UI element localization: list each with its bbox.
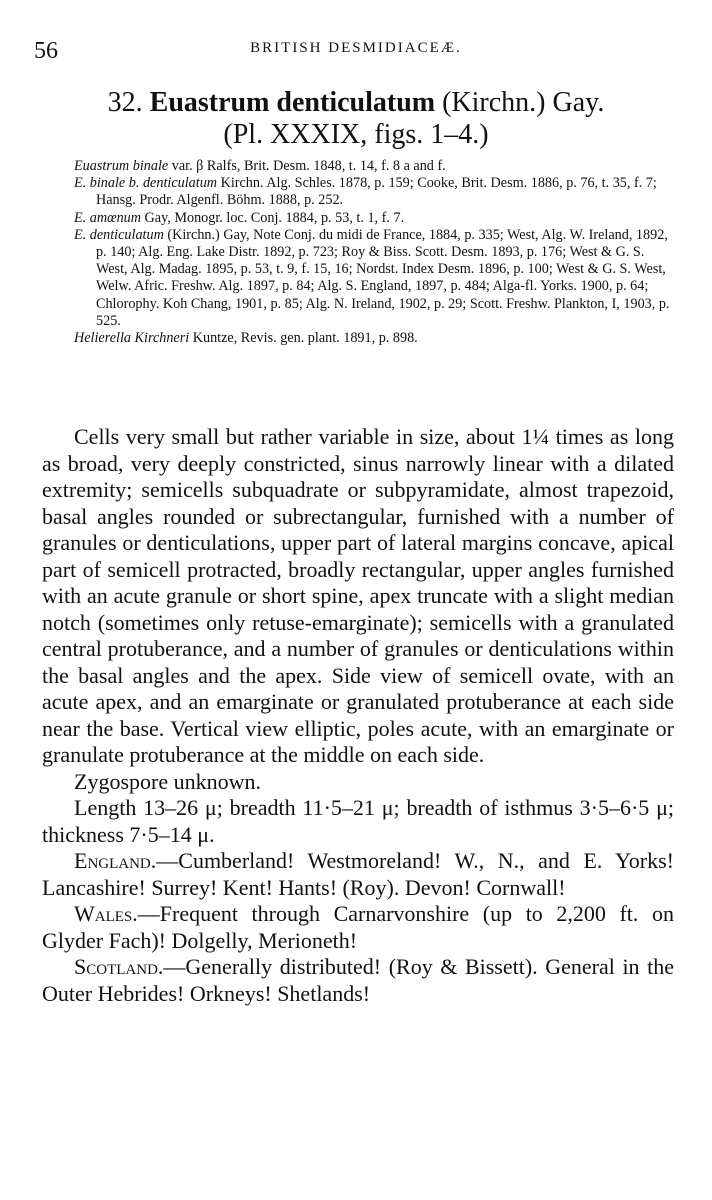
dimensions-paragraph: Length 13–26 μ; breadth 11·5–21 μ; breadth of isthmus 3·5–6·5 μ; thickness 7·5–14 μ. — [42, 795, 674, 847]
region-label: England. — [74, 848, 157, 873]
plate-reference: (Pl. XXXIX, figs. 1–4.) — [223, 119, 489, 150]
synonym-citation: Kuntze, Revis. gen. plant. 1891, p. 898. — [189, 330, 418, 347]
synonym-citation: (Kirchn.) Gay, Note Conj. du midi de France, 1884, p. 335; West, Alg. W. Ireland, 1892, p. 140; Alg. Eng. Lake Distr. 1892, p. 723; Roy & Biss. Scott. Desm. 1893, p. 176; West & G. S. West, Alg. Madag. 1895, p. 53, t. 9, f. 15, 16; Nordst. Index Desm. 1896, p. 100; West & G. S. West, Welw. Afric. Freshw. Alg. 1897, p. 84; Alg. S. England, 1897, p. 484; Alga-fl. Yorks. 1900, p. 64; Chlorophy. Koh Chang, 1901, p. 85; Alg. N. Ireland, 1902, p. 29; Scott. Freshw. Plankton, I, 1903, p. 525. — [96, 226, 670, 329]
entry-number: 32. — [107, 87, 143, 118]
region-localities: —Cumberland! Westmoreland! W., N., and E. Yorks! Lancashire! Surrey! Kent! Hants! (Roy). Devon! Cornwall! — [42, 848, 674, 900]
region-localities: —Generally distributed! (Roy & Bissett). General in the Outer Hebrides! Orkneys! Shetlands! — [42, 954, 674, 1006]
description-paragraph: Cells very small but rather variable in size, about 1¼ times as long as broad, very deeply constricted, sinus narrowly linear with a dilated extremity; semicells subquadrate or subpyramidate, almost trapezoid, basal angles rounded or subrectangular, furnished with a number of granules or denticulations, upper part of lateral margins concave, apical part of semicell protracted, broadly rectangular, upper angles furnished with an acute granule or short spine, apex truncate with a slight median notch (sometimes only retuse-emarginate); semicells with a granulated central protuberance, and a number of granules or denticulations within the basal angles and the apex. Side view of semicell ovate, with an acute apex, and an emarginate or granulated protuberance at each side near the base. Vertical view elliptic, poles acute, with an emarginate or granulate protuberance at the middle on each side. — [42, 424, 674, 767]
synonym-citation: Gay, Monogr. loc. Conj. 1884, p. 53, t. 1, f. 7. — [141, 209, 405, 226]
species-body — [42, 424, 674, 1007]
distribution-england — [42, 848, 674, 901]
synonym-citation: Kirchn. Alg. Schles. 1878, p. 159; Cooke, Brit. Desm. 1886, p. 76, t. 35, f. 7; Hansg. Prodr. Algenfl. Böhm. 1888, p. 252. — [96, 175, 657, 209]
synonym-entry — [74, 210, 674, 227]
page-number: 56 — [34, 38, 58, 64]
region-label: Wales. — [74, 901, 138, 926]
synonym-entry — [74, 227, 674, 330]
synonym-entry — [74, 175, 674, 209]
species-authority: (Kirchn.) Gay. — [442, 87, 605, 118]
synonym-name: E. binale b. denticulatum — [74, 175, 218, 192]
zygospore-note: Zygospore unknown. — [74, 768, 261, 794]
distribution-scotland — [42, 954, 674, 1007]
species-title — [0, 86, 712, 120]
synonym-citation: var. β Ralfs, Brit. Desm. 1848, t. 14, f. 8 a and f. — [168, 158, 446, 174]
species-name: Euastrum denticulatum — [149, 87, 436, 118]
synonym-entry — [74, 158, 674, 175]
synonym-name: Helierella Kirchneri — [74, 330, 190, 347]
synonymy-list — [74, 158, 674, 347]
synonym-entry — [74, 330, 674, 347]
distribution-wales — [42, 901, 674, 954]
synonym-name: Euastrum binale — [74, 158, 169, 174]
region-localities: —Frequent through Carnarvonshire (up to 2,200 ft. on Glyder Fach)! Dolgelly, Merioneth! — [42, 901, 674, 953]
synonym-name: E. amœnum — [74, 209, 141, 226]
running-head: BRITISH DESMIDIACEÆ. — [250, 40, 462, 56]
region-label: Scotland. — [74, 954, 164, 979]
synonym-name: E. denticulatum — [74, 226, 164, 243]
